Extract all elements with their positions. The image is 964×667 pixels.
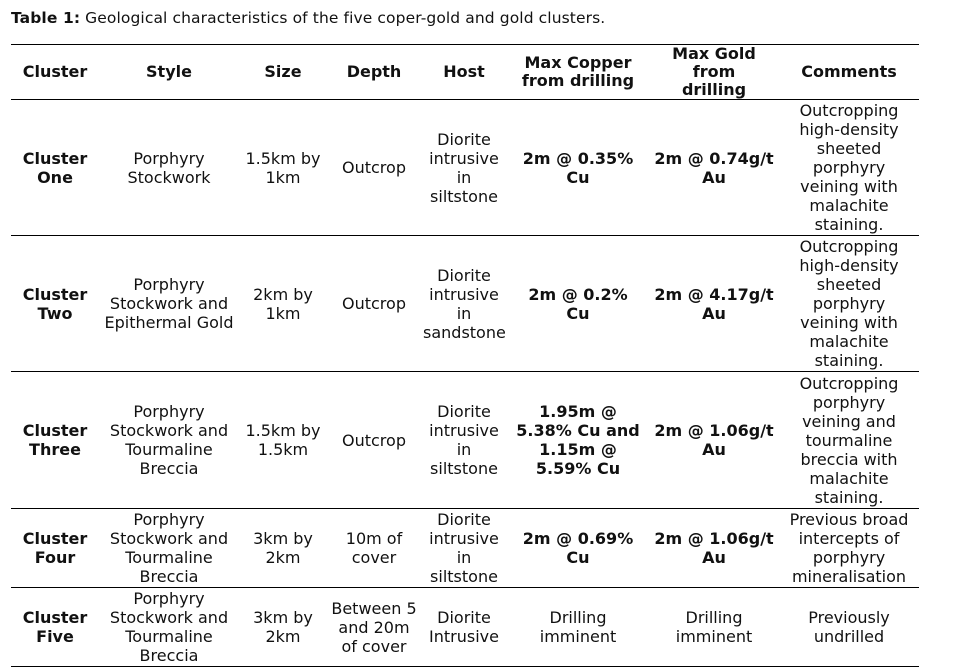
- header-row: [11, 45, 919, 100]
- header-style: Style: [99, 45, 239, 100]
- header-comments: Comments: [779, 45, 919, 100]
- header-max-copper: Max Copper from drilling: [507, 45, 649, 100]
- size-cell: 3km by 2km: [239, 509, 327, 588]
- copper-cell: 1.95m @ 5.38% Cu and 1.15m @ 5.59% Cu: [507, 372, 649, 509]
- depth-cell: 10m of cover: [327, 509, 421, 588]
- caption-label: Table 1:: [11, 9, 81, 27]
- table-row: [11, 100, 919, 236]
- depth-cell: Between 5 and 20m of cover: [327, 588, 421, 667]
- comments-cell: Outcropping high-density sheeted porphyry veining with malachite staining.: [779, 236, 919, 372]
- header-max-gold: Max Gold from drilling: [649, 45, 779, 100]
- comments-cell: Previously undrilled: [779, 588, 919, 667]
- depth-cell: Outcrop: [327, 100, 421, 236]
- copper-cell: 2m @ 0.2% Cu: [507, 236, 649, 372]
- size-cell: 3km by 2km: [239, 588, 327, 667]
- depth-cell: Outcrop: [327, 236, 421, 372]
- table-row: [11, 509, 919, 588]
- table-caption: [11, 9, 605, 27]
- caption-text: Geological characteristics of the five coper-gold and gold clusters.: [80, 9, 606, 27]
- cluster-cell: Cluster Three: [11, 372, 99, 509]
- size-cell: 1.5km by 1km: [239, 100, 327, 236]
- host-cell: Diorite intrusive in sandstone: [421, 236, 507, 372]
- gold-cell: Drilling imminent: [649, 588, 779, 667]
- gold-cell: 2m @ 0.74g/t Au: [649, 100, 779, 236]
- table-row: [11, 236, 919, 372]
- cluster-cell: Cluster One: [11, 100, 99, 236]
- style-cell: Porphyry Stockwork and Tourmaline Breccia: [99, 509, 239, 588]
- gold-cell: 2m @ 4.17g/t Au: [649, 236, 779, 372]
- style-cell: Porphyry Stockwork and Tourmaline Breccia: [99, 372, 239, 509]
- comments-cell: Outcropping porphyry veining and tourmaline breccia with malachite staining.: [779, 372, 919, 509]
- header-depth: Depth: [327, 45, 421, 100]
- header-host: Host: [421, 45, 507, 100]
- host-cell: Diorite intrusive in siltstone: [421, 509, 507, 588]
- style-cell: Porphyry Stockwork: [99, 100, 239, 236]
- cluster-cell: Cluster Five: [11, 588, 99, 667]
- header-size: Size: [239, 45, 327, 100]
- geological-characteristics-table: [11, 44, 919, 667]
- comments-cell: Outcropping high-density sheeted porphyry veining with malachite staining.: [779, 100, 919, 236]
- table-row: [11, 588, 919, 667]
- gold-cell: 2m @ 1.06g/t Au: [649, 509, 779, 588]
- copper-cell: 2m @ 0.69% Cu: [507, 509, 649, 588]
- header-cluster: Cluster: [11, 45, 99, 100]
- copper-cell: Drilling imminent: [507, 588, 649, 667]
- table-row: [11, 372, 919, 509]
- host-cell: Diorite intrusive in siltstone: [421, 100, 507, 236]
- gold-cell: 2m @ 1.06g/t Au: [649, 372, 779, 509]
- style-cell: Porphyry Stockwork and Tourmaline Breccia: [99, 588, 239, 667]
- host-cell: Diorite intrusive in siltstone: [421, 372, 507, 509]
- comments-cell: Previous broad intercepts of porphyry mineralisation: [779, 509, 919, 588]
- cluster-cell: Cluster Two: [11, 236, 99, 372]
- depth-cell: Outcrop: [327, 372, 421, 509]
- cluster-cell: Cluster Four: [11, 509, 99, 588]
- copper-cell: 2m @ 0.35% Cu: [507, 100, 649, 236]
- style-cell: Porphyry Stockwork and Epithermal Gold: [99, 236, 239, 372]
- size-cell: 2km by 1km: [239, 236, 327, 372]
- host-cell: Diorite Intrusive: [421, 588, 507, 667]
- size-cell: 1.5km by 1.5km: [239, 372, 327, 509]
